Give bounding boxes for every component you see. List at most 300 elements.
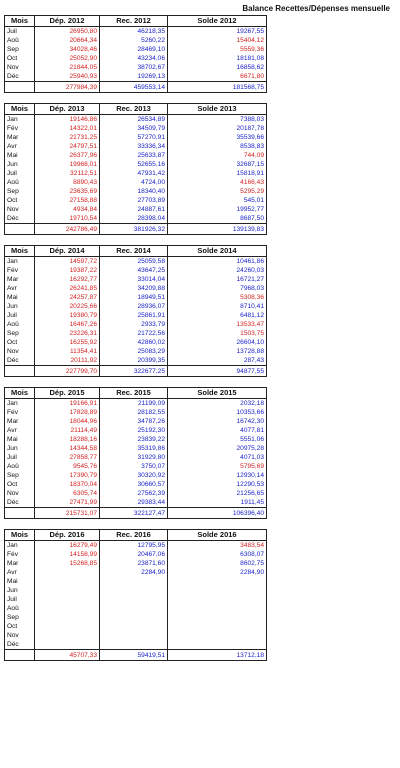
month-cell: Nov (5, 347, 35, 356)
depenses-cell: 26377,96 (35, 151, 100, 160)
recettes-cell: 35319,86 (100, 444, 168, 453)
recettes-cell: 28398,04 (100, 214, 168, 224)
total-depenses-cell: 45707,33 (35, 650, 100, 661)
total-recettes-cell: 459553,14 (100, 82, 168, 93)
month-cell: Jan (5, 115, 35, 125)
table-row (5, 63, 267, 72)
table-row (5, 550, 267, 559)
month-cell: Oct (5, 338, 35, 347)
solde-cell: 4071,03 (168, 453, 267, 462)
header-recettes: Rec. 2014 (100, 246, 168, 257)
solde-cell: 13728,88 (168, 347, 267, 356)
solde-cell (168, 577, 267, 586)
month-cell: Jun (5, 302, 35, 311)
recettes-cell: 27562,39 (100, 489, 168, 498)
recettes-cell: 25861,91 (100, 311, 168, 320)
month-cell: Mar (5, 275, 35, 284)
table-row (5, 27, 267, 37)
recettes-cell (100, 604, 168, 613)
depenses-cell: 18288,16 (35, 435, 100, 444)
table-row (5, 151, 267, 160)
recettes-cell: 12795,95 (100, 541, 168, 551)
recettes-cell: 25633,87 (100, 151, 168, 160)
solde-cell: 18181,08 (168, 54, 267, 63)
header-recettes: Rec. 2016 (100, 530, 168, 541)
depenses-cell: 18044,96 (35, 417, 100, 426)
balance-table (4, 529, 267, 661)
month-cell: Fév (5, 550, 35, 559)
solde-cell: 2032,18 (168, 399, 267, 409)
recettes-cell: 52655,16 (100, 160, 168, 169)
depenses-cell: 17390,79 (35, 471, 100, 480)
month-cell: Nov (5, 205, 35, 214)
header-mois: Mois (5, 104, 35, 115)
total-label-cell (5, 508, 35, 519)
solde-cell: 4166,43 (168, 178, 267, 187)
header-solde: Solde 2012 (168, 16, 267, 27)
recettes-cell: 27703,89 (100, 196, 168, 205)
solde-cell: 15404,12 (168, 36, 267, 45)
month-cell: Mai (5, 435, 35, 444)
total-depenses-cell: 277984,39 (35, 82, 100, 93)
solde-cell: 5559,36 (168, 45, 267, 54)
recettes-cell: 28469,10 (100, 45, 168, 54)
solde-cell: 7968,03 (168, 284, 267, 293)
solde-cell: 7388,03 (168, 115, 267, 125)
recettes-cell: 24887,61 (100, 205, 168, 214)
depenses-cell: 8890,43 (35, 178, 100, 187)
month-cell: Avr (5, 568, 35, 577)
header-solde: Solde 2014 (168, 246, 267, 257)
table-row (5, 133, 267, 142)
table-header-row (5, 388, 267, 399)
header-recettes: Rec. 2012 (100, 16, 168, 27)
recettes-cell: 23871,60 (100, 559, 168, 568)
month-cell: Déc (5, 498, 35, 508)
solde-cell: 287,43 (168, 356, 267, 366)
month-cell: Déc (5, 214, 35, 224)
recettes-cell (100, 595, 168, 604)
table-row (5, 293, 267, 302)
depenses-cell: 4934,84 (35, 205, 100, 214)
month-cell: Avr (5, 142, 35, 151)
month-cell: Juil (5, 169, 35, 178)
month-cell: Avr (5, 284, 35, 293)
table-header-row (5, 16, 267, 27)
total-row (5, 82, 267, 93)
solde-cell: 6671,80 (168, 72, 267, 82)
table-row (5, 613, 267, 622)
header-depenses: Dép. 2015 (35, 388, 100, 399)
solde-cell: 16858,62 (168, 63, 267, 72)
depenses-cell: 14158,99 (35, 550, 100, 559)
recettes-cell: 33336,34 (100, 142, 168, 151)
month-cell: Fév (5, 408, 35, 417)
depenses-cell: 16467,26 (35, 320, 100, 329)
depenses-cell: 23226,31 (35, 329, 100, 338)
solde-cell: 10353,66 (168, 408, 267, 417)
table-row (5, 417, 267, 426)
month-cell: Aoû (5, 178, 35, 187)
table-header-row (5, 246, 267, 257)
table-row (5, 169, 267, 178)
table-row (5, 622, 267, 631)
table-row (5, 631, 267, 640)
depenses-cell: 24797,51 (35, 142, 100, 151)
depenses-cell: 19380,79 (35, 311, 100, 320)
depenses-cell: 27858,77 (35, 453, 100, 462)
depenses-cell: 14597,72 (35, 257, 100, 267)
depenses-cell: 21731,25 (35, 133, 100, 142)
depenses-cell: 19710,54 (35, 214, 100, 224)
solde-cell (168, 640, 267, 650)
total-recettes-cell: 322127,47 (100, 508, 168, 519)
table-row (5, 480, 267, 489)
month-cell: Mai (5, 151, 35, 160)
depenses-cell: 19387,22 (35, 266, 100, 275)
solde-cell: 12930,14 (168, 471, 267, 480)
table-row (5, 214, 267, 224)
recettes-cell: 46218,35 (100, 27, 168, 37)
recettes-cell: 2284,90 (100, 568, 168, 577)
solde-cell: 6308,07 (168, 550, 267, 559)
table-row (5, 72, 267, 82)
depenses-cell: 21114,49 (35, 426, 100, 435)
recettes-cell: 31929,80 (100, 453, 168, 462)
total-label-cell (5, 82, 35, 93)
recettes-cell: 34209,88 (100, 284, 168, 293)
depenses-cell: 14322,01 (35, 124, 100, 133)
table-row (5, 178, 267, 187)
depenses-cell: 21844,05 (35, 63, 100, 72)
depenses-cell: 32112,51 (35, 169, 100, 178)
solde-cell: 8602,75 (168, 559, 267, 568)
solde-cell: 4077,81 (168, 426, 267, 435)
total-depenses-cell: 227799,70 (35, 366, 100, 377)
month-cell: Juil (5, 27, 35, 37)
month-cell: Juil (5, 595, 35, 604)
month-cell: Mar (5, 417, 35, 426)
total-solde-cell: 94877,55 (168, 366, 267, 377)
month-cell: Jan (5, 541, 35, 551)
table-row (5, 275, 267, 284)
recettes-cell: 29383,44 (100, 498, 168, 508)
month-cell: Nov (5, 489, 35, 498)
table-row (5, 399, 267, 409)
depenses-cell: 26950,80 (35, 27, 100, 37)
total-recettes-cell: 322677,25 (100, 366, 168, 377)
total-solde-cell: 106396,40 (168, 508, 267, 519)
depenses-cell (35, 622, 100, 631)
solde-cell (168, 622, 267, 631)
month-cell: Déc (5, 72, 35, 82)
total-depenses-cell: 242786,49 (35, 224, 100, 235)
recettes-cell: 38702,67 (100, 63, 168, 72)
month-cell: Aoû (5, 36, 35, 45)
depenses-cell: 25052,90 (35, 54, 100, 63)
solde-cell: 35539,66 (168, 133, 267, 142)
header-mois: Mois (5, 530, 35, 541)
table-row (5, 559, 267, 568)
table-row (5, 489, 267, 498)
total-row (5, 224, 267, 235)
table-row (5, 444, 267, 453)
header-depenses: Dép. 2012 (35, 16, 100, 27)
header-recettes: Rec. 2015 (100, 388, 168, 399)
depenses-cell: 15268,85 (35, 559, 100, 568)
solde-cell: 8687,50 (168, 214, 267, 224)
depenses-cell (35, 595, 100, 604)
month-cell: Oct (5, 480, 35, 489)
solde-cell: 10461,86 (168, 257, 267, 267)
header-recettes: Rec. 2013 (100, 104, 168, 115)
depenses-cell: 19146,86 (35, 115, 100, 125)
month-cell: Nov (5, 631, 35, 640)
depenses-cell: 20225,66 (35, 302, 100, 311)
total-label-cell (5, 224, 35, 235)
total-label-cell (5, 650, 35, 661)
month-cell: Déc (5, 356, 35, 366)
solde-cell: 19952,77 (168, 205, 267, 214)
month-cell: Mar (5, 559, 35, 568)
recettes-cell: 23839,22 (100, 435, 168, 444)
solde-cell: 16721,27 (168, 275, 267, 284)
solde-cell: 8710,41 (168, 302, 267, 311)
depenses-cell: 26241,85 (35, 284, 100, 293)
table-row (5, 568, 267, 577)
solde-cell: 1911,45 (168, 498, 267, 508)
solde-cell (168, 604, 267, 613)
month-cell: Sep (5, 471, 35, 480)
total-depenses-cell: 215731,07 (35, 508, 100, 519)
recettes-cell: 47931,42 (100, 169, 168, 178)
depenses-cell: 16279,49 (35, 541, 100, 551)
solde-cell (168, 613, 267, 622)
month-cell: Mai (5, 577, 35, 586)
solde-cell (168, 631, 267, 640)
solde-cell: 24260,03 (168, 266, 267, 275)
table-row (5, 266, 267, 275)
recettes-cell (100, 586, 168, 595)
solde-cell: 26604,10 (168, 338, 267, 347)
recettes-cell: 5260,22 (100, 36, 168, 45)
depenses-cell: 27471,99 (35, 498, 100, 508)
month-cell: Juil (5, 453, 35, 462)
table-row (5, 586, 267, 595)
solde-cell: 6481,12 (168, 311, 267, 320)
solde-cell: 20975,28 (168, 444, 267, 453)
month-cell: Aoû (5, 462, 35, 471)
header-mois: Mois (5, 388, 35, 399)
solde-cell: 21256,65 (168, 489, 267, 498)
table-row (5, 471, 267, 480)
page-title: Balance Recettes/Dépenses mensuelle (242, 4, 390, 13)
table-row (5, 462, 267, 471)
recettes-cell: 57270,91 (100, 133, 168, 142)
depenses-cell: 24257,87 (35, 293, 100, 302)
balance-table (4, 245, 267, 377)
table-row (5, 356, 267, 366)
total-label-cell (5, 366, 35, 377)
total-recettes-cell: 381926,32 (100, 224, 168, 235)
depenses-cell: 6305,74 (35, 489, 100, 498)
solde-cell: 1503,75 (168, 329, 267, 338)
month-cell: Aoû (5, 320, 35, 329)
month-cell: Fév (5, 266, 35, 275)
month-cell: Oct (5, 54, 35, 63)
depenses-cell (35, 613, 100, 622)
recettes-cell: 30320,92 (100, 471, 168, 480)
table-row (5, 115, 267, 125)
solde-cell: 8538,83 (168, 142, 267, 151)
recettes-cell (100, 613, 168, 622)
table-row (5, 338, 267, 347)
month-cell: Mar (5, 133, 35, 142)
recettes-cell: 20467,06 (100, 550, 168, 559)
recettes-cell (100, 622, 168, 631)
recettes-cell (100, 631, 168, 640)
depenses-cell: 9545,76 (35, 462, 100, 471)
table-row (5, 604, 267, 613)
recettes-cell (100, 577, 168, 586)
depenses-cell: 14344,58 (35, 444, 100, 453)
solde-cell: 13533,47 (168, 320, 267, 329)
recettes-cell: 3750,07 (100, 462, 168, 471)
total-solde-cell: 139139,83 (168, 224, 267, 235)
solde-cell: 15818,91 (168, 169, 267, 178)
depenses-cell: 20664,34 (35, 36, 100, 45)
recettes-cell: 43234,06 (100, 54, 168, 63)
month-cell: Jan (5, 257, 35, 267)
recettes-cell: 18949,51 (100, 293, 168, 302)
recettes-cell: 21722,56 (100, 329, 168, 338)
recettes-cell: 19269,13 (100, 72, 168, 82)
recettes-cell: 25083,29 (100, 347, 168, 356)
table-row (5, 124, 267, 133)
total-solde-cell: 13712,18 (168, 650, 267, 661)
solde-cell: 19267,55 (168, 27, 267, 37)
depenses-cell: 17828,89 (35, 408, 100, 417)
table-header-row (5, 104, 267, 115)
solde-cell (168, 595, 267, 604)
depenses-cell (35, 631, 100, 640)
solde-cell: 5295,29 (168, 187, 267, 196)
table-row (5, 435, 267, 444)
header-depenses: Dép. 2014 (35, 246, 100, 257)
depenses-cell (35, 640, 100, 650)
table-row (5, 311, 267, 320)
depenses-cell: 16292,77 (35, 275, 100, 284)
header-depenses: Dép. 2016 (35, 530, 100, 541)
solde-cell: 16742,30 (168, 417, 267, 426)
table-row (5, 541, 267, 551)
month-cell: Oct (5, 196, 35, 205)
depenses-cell (35, 586, 100, 595)
header-depenses: Dép. 2013 (35, 104, 100, 115)
recettes-cell: 2933,79 (100, 320, 168, 329)
table-row (5, 329, 267, 338)
recettes-cell (100, 640, 168, 650)
recettes-cell: 21199,09 (100, 399, 168, 409)
total-solde-cell: 181568,75 (168, 82, 267, 93)
month-cell: Jun (5, 444, 35, 453)
recettes-cell: 33014,04 (100, 275, 168, 284)
month-cell: Mai (5, 293, 35, 302)
recettes-cell: 4724,00 (100, 178, 168, 187)
month-cell: Jun (5, 160, 35, 169)
balance-table (4, 387, 267, 519)
solde-cell: 5795,69 (168, 462, 267, 471)
total-row (5, 366, 267, 377)
month-cell: Aoû (5, 604, 35, 613)
month-cell: Avr (5, 426, 35, 435)
table-row (5, 577, 267, 586)
solde-cell: 545,01 (168, 196, 267, 205)
balance-tables (4, 15, 266, 671)
recettes-cell: 25192,30 (100, 426, 168, 435)
table-row (5, 36, 267, 45)
depenses-cell: 11354,41 (35, 347, 100, 356)
balance-table (4, 103, 267, 235)
table-row (5, 347, 267, 356)
total-row (5, 650, 267, 661)
table-row (5, 453, 267, 462)
table-row (5, 257, 267, 267)
solde-cell: 5308,36 (168, 293, 267, 302)
table-row (5, 196, 267, 205)
recettes-cell: 28182,55 (100, 408, 168, 417)
depenses-cell (35, 568, 100, 577)
month-cell: Jan (5, 399, 35, 409)
recettes-cell: 30660,57 (100, 480, 168, 489)
depenses-cell: 16255,92 (35, 338, 100, 347)
depenses-cell: 19968,01 (35, 160, 100, 169)
table-row (5, 54, 267, 63)
depenses-cell: 18370,04 (35, 480, 100, 489)
month-cell: Oct (5, 622, 35, 631)
solde-cell: 2284,90 (168, 568, 267, 577)
solde-cell: 744,09 (168, 151, 267, 160)
depenses-cell: 25940,93 (35, 72, 100, 82)
recettes-cell: 43647,25 (100, 266, 168, 275)
recettes-cell: 42860,02 (100, 338, 168, 347)
solde-cell: 5551,06 (168, 435, 267, 444)
depenses-cell: 20111,92 (35, 356, 100, 366)
recettes-cell: 20399,35 (100, 356, 168, 366)
total-recettes-cell: 59419,51 (100, 650, 168, 661)
header-solde: Solde 2015 (168, 388, 267, 399)
header-solde: Solde 2013 (168, 104, 267, 115)
month-cell: Sep (5, 45, 35, 54)
table-row (5, 320, 267, 329)
month-cell: Juil (5, 311, 35, 320)
month-cell: Nov (5, 63, 35, 72)
table-row (5, 426, 267, 435)
table-row (5, 640, 267, 650)
table-row (5, 408, 267, 417)
depenses-cell (35, 604, 100, 613)
recettes-cell: 34509,79 (100, 124, 168, 133)
table-row (5, 302, 267, 311)
recettes-cell: 34787,26 (100, 417, 168, 426)
balance-table (4, 15, 267, 93)
depenses-cell: 27158,88 (35, 196, 100, 205)
table-header-row (5, 530, 267, 541)
month-cell: Sep (5, 329, 35, 338)
solde-cell: 3483,54 (168, 541, 267, 551)
table-row (5, 284, 267, 293)
solde-cell: 32687,15 (168, 160, 267, 169)
